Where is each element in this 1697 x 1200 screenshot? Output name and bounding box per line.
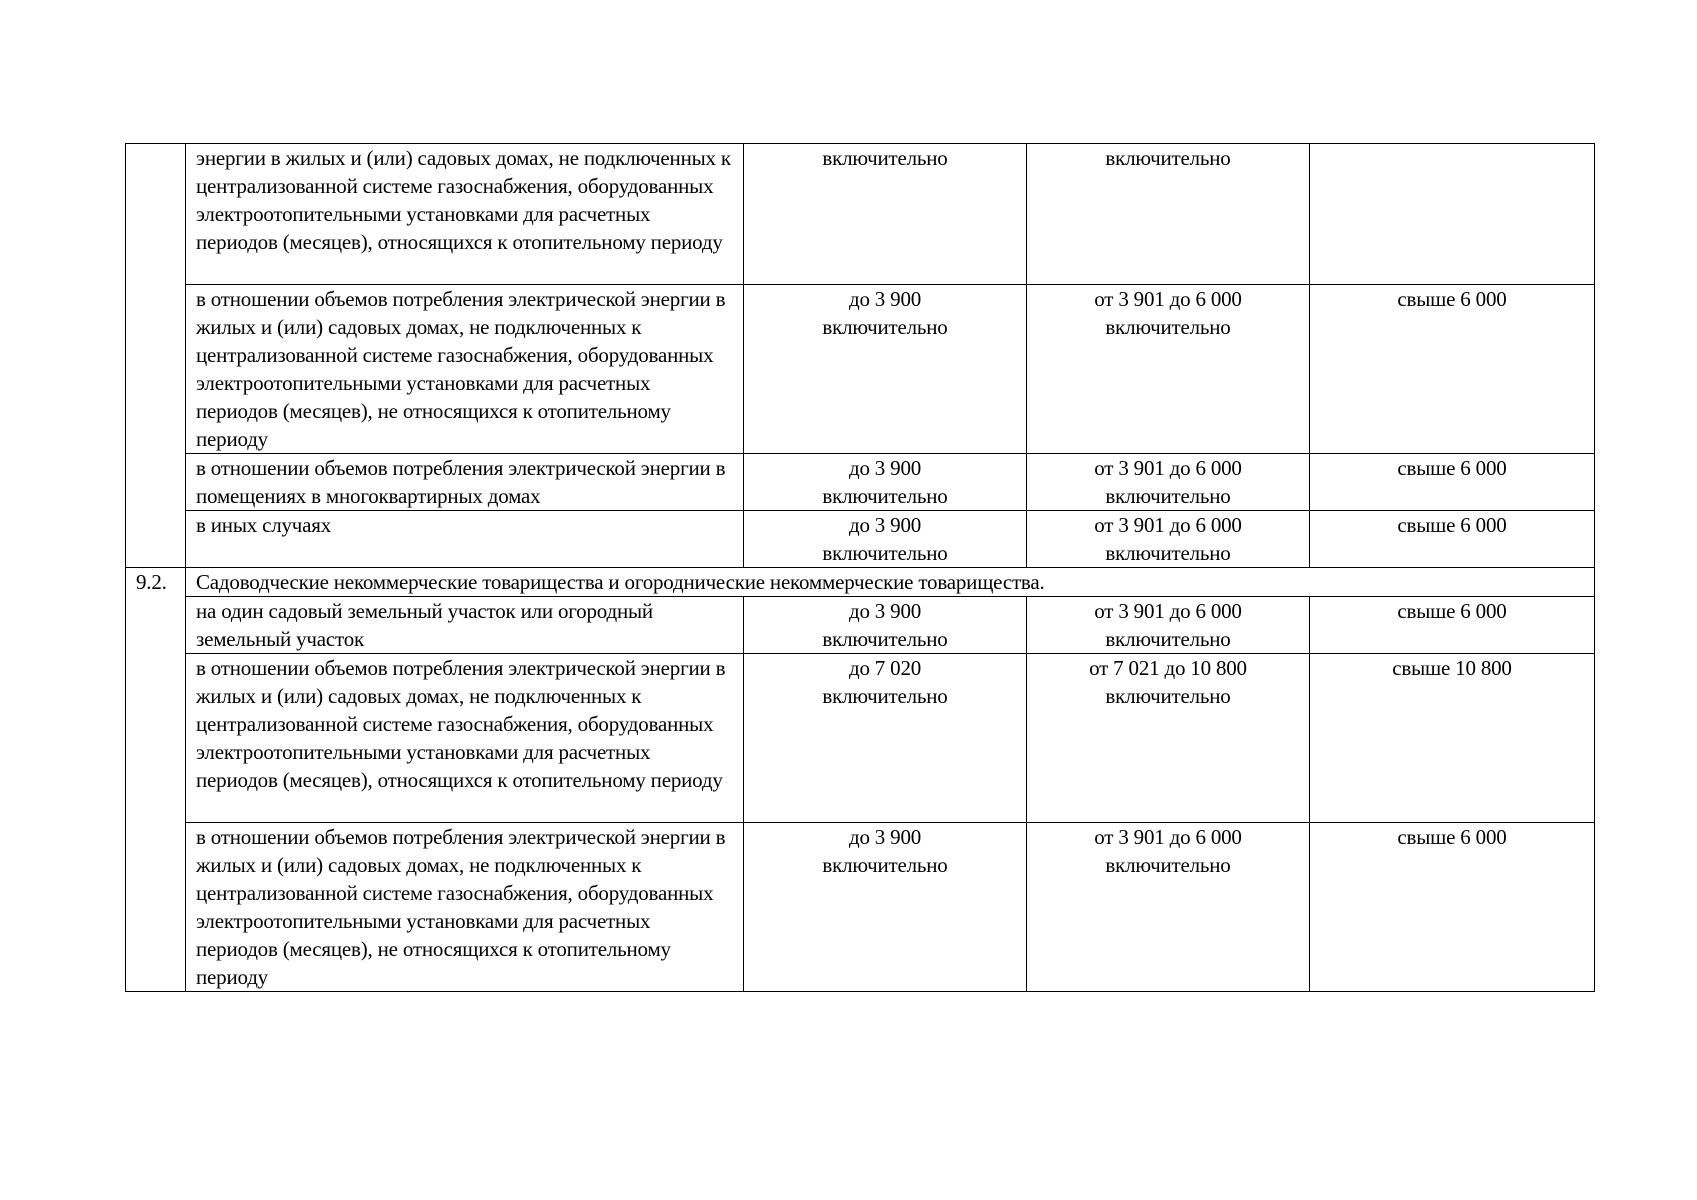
range-mid-cell — [1027, 144, 1310, 285]
row-description: в отношении объемов потребления электрической энергии в помещениях в многоквартирных домах — [186, 454, 744, 511]
range-low-text: включительно — [822, 146, 948, 170]
section-title: Садоводческие некоммерческие товарищества и огороднические некоммерческие товарищества. — [186, 568, 1595, 597]
row-description: в отношении объемов потребления электрической энергии в жилых и (или) садовых домах, не подключенных к централизованной системе газоснабжения, оборудованных электроотопительными установками для расчетных периодов (месяцев), не относящихся к отопительному периоду — [186, 285, 744, 454]
table-row — [126, 654, 1595, 823]
range-mid-inclusive: включительно — [1105, 627, 1231, 651]
row-number-cell — [126, 144, 186, 568]
range-mid-text: включительно — [1105, 146, 1231, 170]
tariff-table — [125, 143, 1595, 992]
range-mid-cell — [1027, 654, 1310, 823]
range-high-cell: свыше 6 000 — [1310, 597, 1595, 654]
range-low-amount: до 3 900 — [848, 287, 922, 311]
range-low-inclusive: включительно — [822, 853, 948, 877]
range-low-cell — [744, 823, 1027, 992]
range-mid-cell — [1027, 511, 1310, 568]
range-low-amount: до 7 020 — [848, 656, 922, 680]
range-mid-amount: от 3 901 до 6 000 — [1094, 287, 1242, 311]
range-low-inclusive: включительно — [822, 684, 948, 708]
range-low-inclusive: включительно — [822, 484, 948, 508]
range-low-amount: до 3 900 — [848, 456, 922, 480]
range-mid-amount: от 3 901 до 6 000 — [1094, 825, 1242, 849]
range-mid-inclusive: включительно — [1105, 684, 1231, 708]
range-mid-inclusive: включительно — [1105, 853, 1231, 877]
range-high-cell: свыше 10 800 — [1310, 654, 1595, 823]
range-high-cell: свыше 6 000 — [1310, 511, 1595, 568]
table-row — [126, 597, 1595, 654]
range-mid-cell — [1027, 454, 1310, 511]
range-low-amount: до 3 900 — [848, 513, 922, 537]
row-description: в отношении объемов потребления электрической энергии в жилых и (или) садовых домах, не подключенных к централизованной системе газоснабжения, оборудованных электроотопительными установками для расчетных периодов (месяцев), не относящихся к отопительному периоду — [186, 823, 744, 992]
row-description: энергии в жилых и (или) садовых домах, не подключенных к централизованной системе газоснабжения, оборудованных электроотопительными установками для расчетных периодов (месяцев), относящихся к отопительному периоду — [186, 144, 744, 285]
range-low-inclusive: включительно — [822, 627, 948, 651]
range-high-cell: свыше 6 000 — [1310, 285, 1595, 454]
range-mid-amount: от 3 901 до 6 000 — [1094, 599, 1242, 623]
range-mid-inclusive: включительно — [1105, 315, 1231, 339]
range-mid-cell — [1027, 597, 1310, 654]
range-low-cell — [744, 144, 1027, 285]
row-description: на один садовый земельный участок или огородный земельный участок — [186, 597, 744, 654]
range-low-inclusive: включительно — [822, 541, 948, 565]
range-high-cell: свыше 6 000 — [1310, 454, 1595, 511]
section-number: 9.2. — [126, 568, 186, 992]
table-row — [126, 285, 1595, 454]
table-row — [126, 511, 1595, 568]
range-low-amount: до 3 900 — [848, 825, 922, 849]
range-high-cell — [1310, 144, 1595, 285]
range-mid-cell — [1027, 823, 1310, 992]
range-mid-inclusive: включительно — [1105, 484, 1231, 508]
section-header-row — [126, 568, 1595, 597]
range-high-cell: свыше 6 000 — [1310, 823, 1595, 992]
range-mid-inclusive: включительно — [1105, 541, 1231, 565]
row-description: в иных случаях — [186, 511, 744, 568]
range-low-cell — [744, 654, 1027, 823]
range-low-inclusive: включительно — [822, 315, 948, 339]
range-low-cell — [744, 597, 1027, 654]
range-mid-cell — [1027, 285, 1310, 454]
range-low-amount: до 3 900 — [848, 599, 922, 623]
range-mid-amount: от 3 901 до 6 000 — [1094, 513, 1242, 537]
table-row — [126, 454, 1595, 511]
table-row — [126, 823, 1595, 992]
range-low-cell — [744, 285, 1027, 454]
range-low-cell — [744, 454, 1027, 511]
row-description: в отношении объемов потребления электрической энергии в жилых и (или) садовых домах, не подключенных к централизованной системе газоснабжения, оборудованных электроотопительными установками для расчетных периодов (месяцев), относящихся к отопительному периоду — [186, 654, 744, 823]
range-mid-amount: от 7 021 до 10 800 — [1089, 656, 1247, 680]
range-low-cell — [744, 511, 1027, 568]
range-mid-amount: от 3 901 до 6 000 — [1094, 456, 1242, 480]
table-row — [126, 144, 1595, 285]
